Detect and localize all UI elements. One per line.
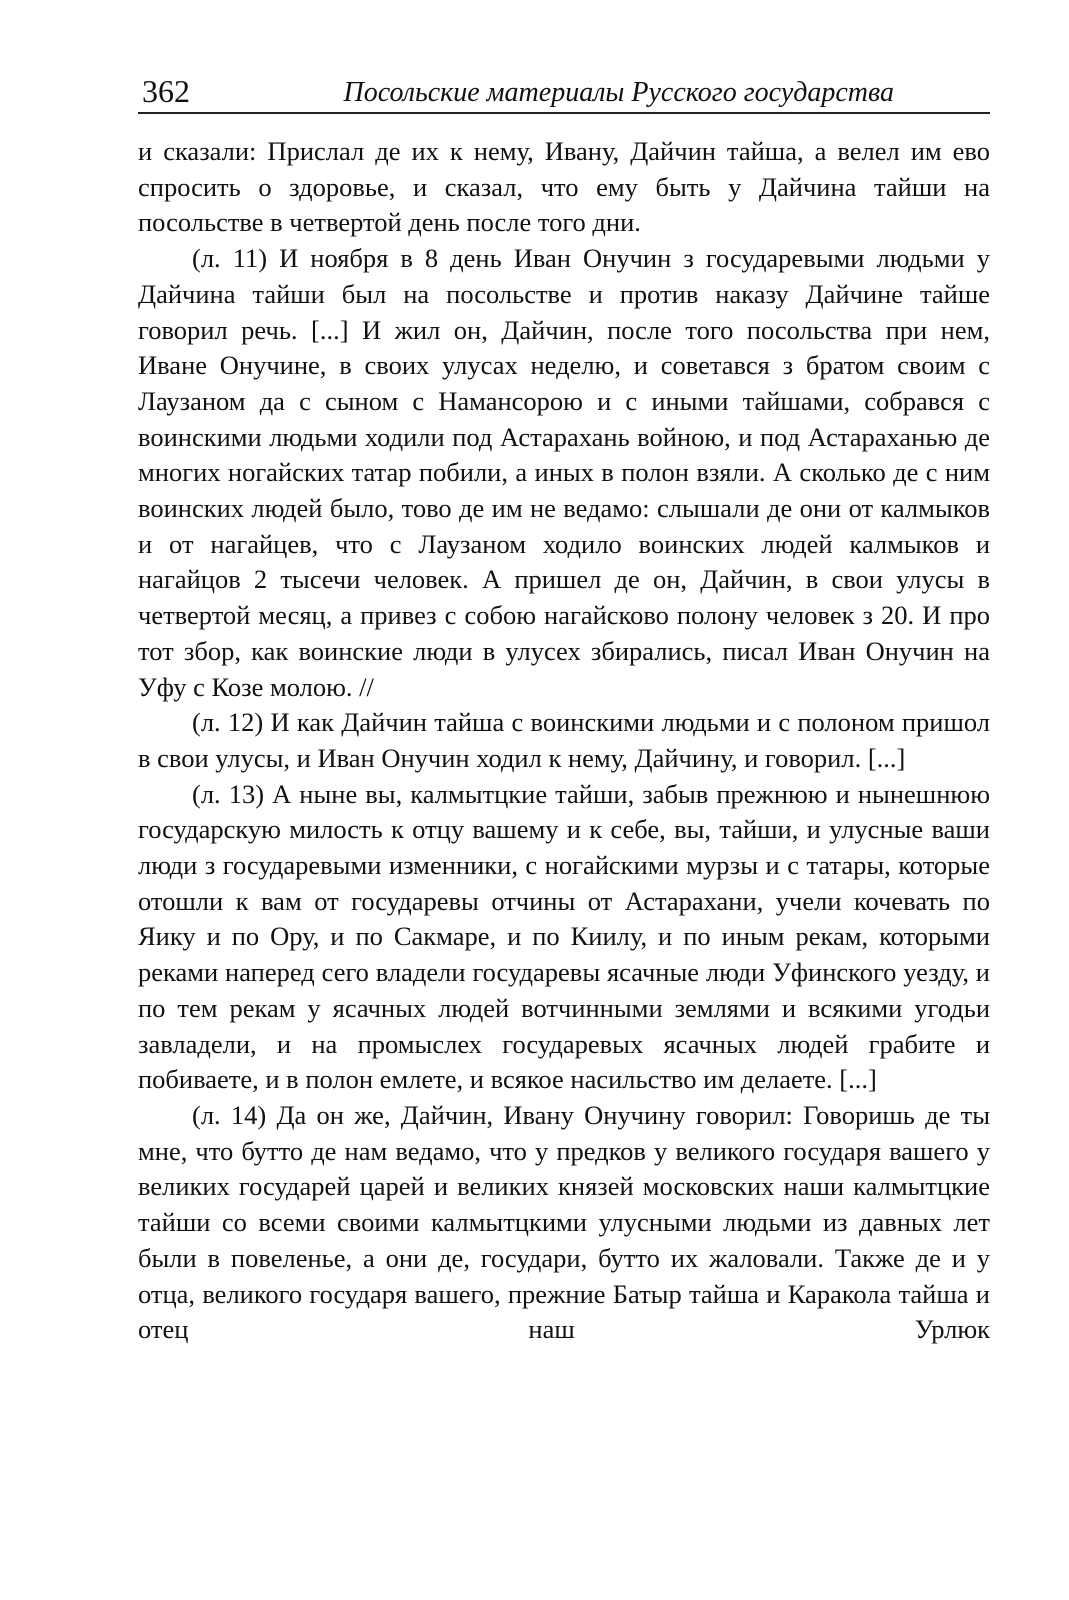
paragraph-folio-14: (л. 14) Да он же, Дайчин, Ивану Онучину говорил: Говоришь де ты мне, что бутто де нам ведамо, что у предков у великого государя вашего у великих государей царей и великих князей московских наши калмытцкие тайши со всеми своими калмытцкими улусными людьми из давных лет были в повеленье, а они де, государи, бутто их жаловали. Также де и у отца, великого государя вашего, прежние Батыр тайша и Каракола тайша и отец наш Урлюк (138, 1099, 990, 1345)
running-title: Посольские материалы Русского государства (343, 77, 894, 108)
book-page (138, 66, 990, 1348)
paragraph-folio-13: (л. 13) А ныне вы, калмытцкие тайши, забыв прежнюю и нынешнюю государскую милость к отцу вашему и к себе, вы, тайши, и улусные ваши люди з государевыми изменники, с ногайскими мурзы и с татары, которые отошли к вам от государевы отчины от Астарахани, учели кочевать по Яику и по Ору, и по Сакмаре, и по Киилу, и по иным рекам, которыми реками наперед сего владели государевы ясачные люди Уфинского уезду, и по тем рекам у ясачных людей вотчинными землями и всякими угодьи завладели, и на промыслех государевых ясачных людей грабите и побиваете, и в полон емлете, и всякое насильство им делаете. [...] (138, 778, 990, 1095)
paragraph-continuation: и сказали: Прислал де их к нему, Ивану, Дайчин тайша, а велел им ево спросить о здоровье, и сказал, что ему быть у Дайчина тайши на посольстве в четвертой день после того дни. (138, 136, 990, 238)
paragraph-folio-11: (л. 11) И ноября в 8 день Иван Онучин з государевыми людьми у Дайчина тайши был на посольстве и против наказу Дайчине тайше говорил речь. [...] И жил он, Дайчин, после того посольства при нем, Иване Онучине, в своих улусах неделю, и советався з братом своим с Лаузаном да с сыном с Намансорою и с иными тайшами, собрався с воинскими людьми ходили под Астарахань войною, и под Астараханью де многих ногайских татар побили, а иных в полон взяли. А сколько де с ним воинских людей было, тово де им не ведамо: слышали де они от калмыков и от нагайцев, что с Лаузаном ходило воинских людей калмыков и нагайцов 2 тысечи человек. А пришел де он, Дайчин, в свои улусы в четвертой месяц, а привез с собою нагайсково полону человек з 20. И про тот збор, как воинские люди в улусех збирались, писал Иван Онучин на Уфу с Козе молою. // (138, 243, 990, 702)
page-number: 362 (142, 73, 190, 109)
page-header (138, 66, 990, 114)
body-text (138, 134, 990, 1348)
paragraph-folio-12: (л. 12) И как Дайчин тайша с воинскими людьми и с полоном пришол в свои улусы, и Иван Онучин ходил к нему, Дайчину, и говорил. [...] (138, 707, 990, 773)
